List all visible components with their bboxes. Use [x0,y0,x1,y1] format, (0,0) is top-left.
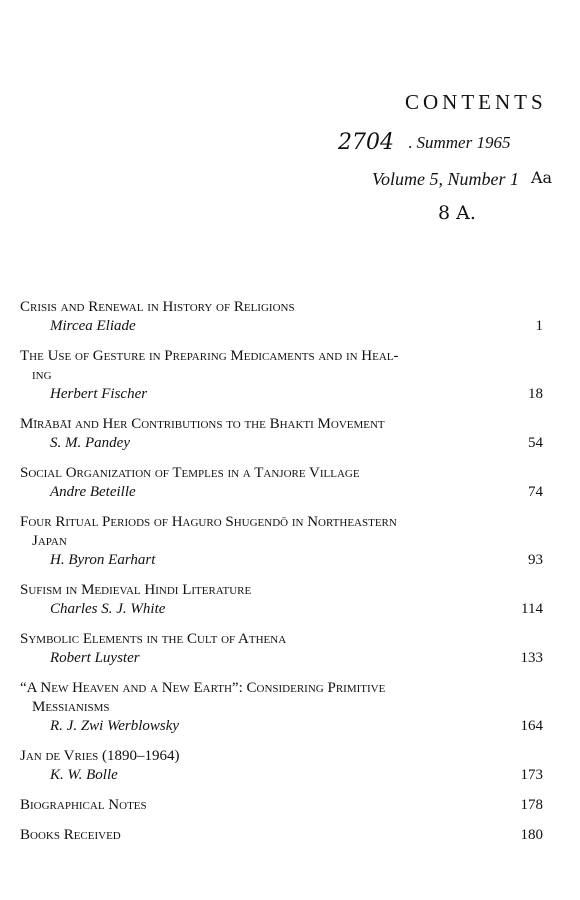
article-title-continued: Japan [32,533,67,549]
page-number: 74 [528,484,543,500]
article-title: Mīrābāī and Her Contributions to the Bhakti Movement [20,416,385,432]
handwritten-catalog-number: 2704 [338,130,394,155]
contents-header [0,0,580,260]
article-author: K. W. Bolle [50,767,118,783]
article-title-continued: Messianisms [32,699,110,715]
toc-entry [0,581,580,619]
toc-entry [0,747,580,785]
article-title: “A New Heaven and a New Earth”: Considering Primitive [20,680,386,696]
section-title: Biographical Notes [20,797,147,813]
toc-entry [0,464,580,502]
page-number: 164 [520,718,543,734]
toc-entry [0,415,580,453]
page-number: 114 [521,601,543,617]
page-number: 178 [520,797,543,813]
article-title: The Use of Gesture in Preparing Medicaments and in Heal- [20,348,399,364]
page-number: 18 [528,386,543,402]
article-author: Robert Luyster [50,650,140,666]
article-author: Mircea Eliade [50,318,136,334]
toc-entry [0,513,580,570]
issue-line: . Summer 1965 [408,133,511,152]
table-of-contents [0,298,580,845]
article-author: H. Byron Earhart [50,552,156,568]
toc-entry [0,630,580,668]
article-title: Four Ritual Periods of Haguro Shugendō in Northeastern [20,514,397,530]
toc-entry [0,826,580,845]
article-title-continued: ing [32,367,52,383]
page-number: 93 [528,552,543,568]
article-author: Charles S. J. White [50,601,166,617]
page-number: 173 [520,767,543,783]
section-title: Books Received [20,827,121,843]
article-author: S. M. Pandey [50,435,130,451]
page-number: 133 [520,650,543,666]
article-title: Symbolic Elements in the Cult of Athena [20,631,287,647]
toc-entry [0,347,580,404]
page-number: 54 [528,435,543,451]
page-number: 180 [520,827,543,843]
article-title: Jan de Vries (1890–1964) [20,748,180,764]
article-author: Andre Beteille [50,484,136,500]
article-title: Social Organization of Temples in a Tanjore Village [20,465,360,481]
toc-entry [0,679,580,736]
page-number: 1 [535,318,543,334]
article-title: Sufism in Medieval Hindi Literature [20,582,252,598]
issue-season: Summer 1965 [416,133,511,152]
toc-entry [0,298,580,336]
article-author: R. J. Zwi Werblowsky [50,718,180,734]
volume-number: Volume 5, Number 1 [372,169,519,189]
contents-title: CONTENTS [405,90,547,114]
handwritten-mark: 8 A. [438,202,476,224]
article-author: Herbert Fischer [50,386,148,402]
handwritten-volume-annotation: Aa [531,168,553,187]
toc-entry [0,796,580,815]
article-title: Crisis and Renewal in History of Religions [20,299,295,315]
